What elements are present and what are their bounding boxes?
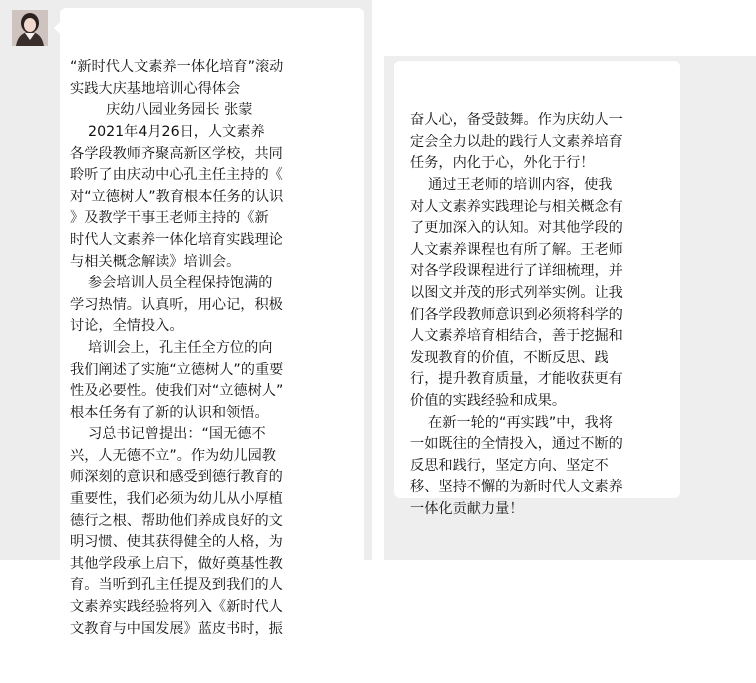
message-line: 人文素养培育相结合，善于挖掘和 bbox=[410, 328, 623, 345]
message-line: 各学段教师齐聚高新区学校，共同 bbox=[70, 145, 283, 162]
message-line: 培训会上，孔主任全方位的向 bbox=[70, 339, 273, 356]
message-line: 重要性，我们必须为幼儿从小厚植 bbox=[70, 491, 283, 508]
left-chat-screenshot bbox=[0, 0, 372, 637]
message-line: 时代人文素养一体化培育实践理论 bbox=[70, 231, 283, 248]
message-line: 们各学段教师意识到必须将科学的 bbox=[410, 306, 623, 323]
message-line: 实践大庆基地培训心得体会 bbox=[70, 80, 241, 97]
message-line: 对各学段课程进行了详细梳理，并 bbox=[410, 263, 623, 280]
message-line: 与相关概念解读》培训会。 bbox=[70, 253, 241, 270]
message-line: 兴，人无德不立”。作为幼儿园教 bbox=[70, 447, 276, 464]
message-line: 聆听了由庆动中心孔主任主持的《 bbox=[70, 167, 283, 184]
message-line: 庆幼八园业务园长 张蒙 bbox=[70, 102, 253, 119]
message-line: 奋人心，备受鼓舞。作为庆幼人一 bbox=[410, 112, 623, 129]
message-line: 对“立德树人”教育根本任务的认识 bbox=[70, 188, 284, 205]
message-line: 移、坚持不懈的为新时代人文素养 bbox=[410, 479, 623, 496]
message-line: 在新一轮的“再实践”中，我将 bbox=[410, 414, 613, 431]
message-text bbox=[410, 110, 674, 520]
message-line: 》及教学干事王老师主持的《新 bbox=[70, 210, 269, 227]
message-line: 一如既往的全情投入，通过不断的 bbox=[410, 436, 623, 453]
message-line: 学习热情。认真听，用心记，积极 bbox=[70, 296, 283, 313]
message-bubble-right bbox=[394, 61, 680, 517]
message-bubble-left bbox=[60, 8, 364, 637]
avatar-portrait-icon bbox=[12, 10, 48, 46]
message-line: 习总书记曾提出：“国无德不 bbox=[70, 426, 266, 443]
message-line: 了更加深入的认知。对其他学段的 bbox=[410, 220, 623, 237]
message-line: “新时代人文素养一体化培育”滚动 bbox=[70, 59, 284, 76]
message-line: 反思和践行，坚定方向、坚定不 bbox=[410, 457, 609, 474]
message-line: 任务，内化于心，外化于行！ bbox=[410, 155, 595, 172]
message-line: 根本任务有了新的认识和领悟。 bbox=[70, 404, 269, 421]
message-line: 行，提升教育质量，才能收获更有 bbox=[410, 371, 623, 388]
message-line: 师深刻的意识和感受到德行教育的 bbox=[70, 469, 283, 486]
message-line: 对人文素养实践理论与相关概念有 bbox=[410, 198, 623, 215]
message-line: 定会全力以赴的践行人文素养培育 bbox=[410, 133, 623, 150]
message-line: 性及必要性。使我们对“立德树人” bbox=[70, 383, 284, 400]
message-line: 通过王老师的培训内容，使我 bbox=[410, 176, 613, 193]
message-line: 以图文并茂的形式列举实例。让我 bbox=[410, 284, 623, 301]
message-line: 一体化贡献力量！ bbox=[410, 500, 524, 517]
message-text bbox=[70, 57, 358, 640]
message-line: 明习惯、使其获得健全的人格，为 bbox=[70, 534, 283, 551]
message-line: 人文素养课程也有所了解。王老师 bbox=[410, 241, 623, 258]
message-line: 文素养实践经验将列入《新时代人 bbox=[70, 599, 283, 616]
divider bbox=[376, 0, 380, 568]
message-line: 讨论，全情投入。 bbox=[70, 318, 184, 335]
message-line: 2021年4月26日，人文素养 bbox=[70, 123, 265, 140]
message-line: 参会培训人员全程保持饱满的 bbox=[70, 275, 273, 292]
message-line: 其他学段承上启下，做好奠基性教 bbox=[70, 555, 283, 572]
message-line: 育。当听到孔主任提及到我们的人 bbox=[70, 577, 283, 594]
message-line: 价值的实践经验和成果。 bbox=[410, 392, 567, 409]
message-line: 文教育与中国发展》蓝皮书时，振 bbox=[70, 620, 283, 637]
avatar[interactable] bbox=[12, 10, 48, 46]
message-line: 德行之根、帮助他们养成良好的文 bbox=[70, 512, 283, 529]
right-chat-screenshot bbox=[384, 56, 756, 560]
message-line: 我们阐述了实施“立德树人”的重要 bbox=[70, 361, 284, 378]
message-line: 发现教育的价值，不断反思、践 bbox=[410, 349, 609, 366]
